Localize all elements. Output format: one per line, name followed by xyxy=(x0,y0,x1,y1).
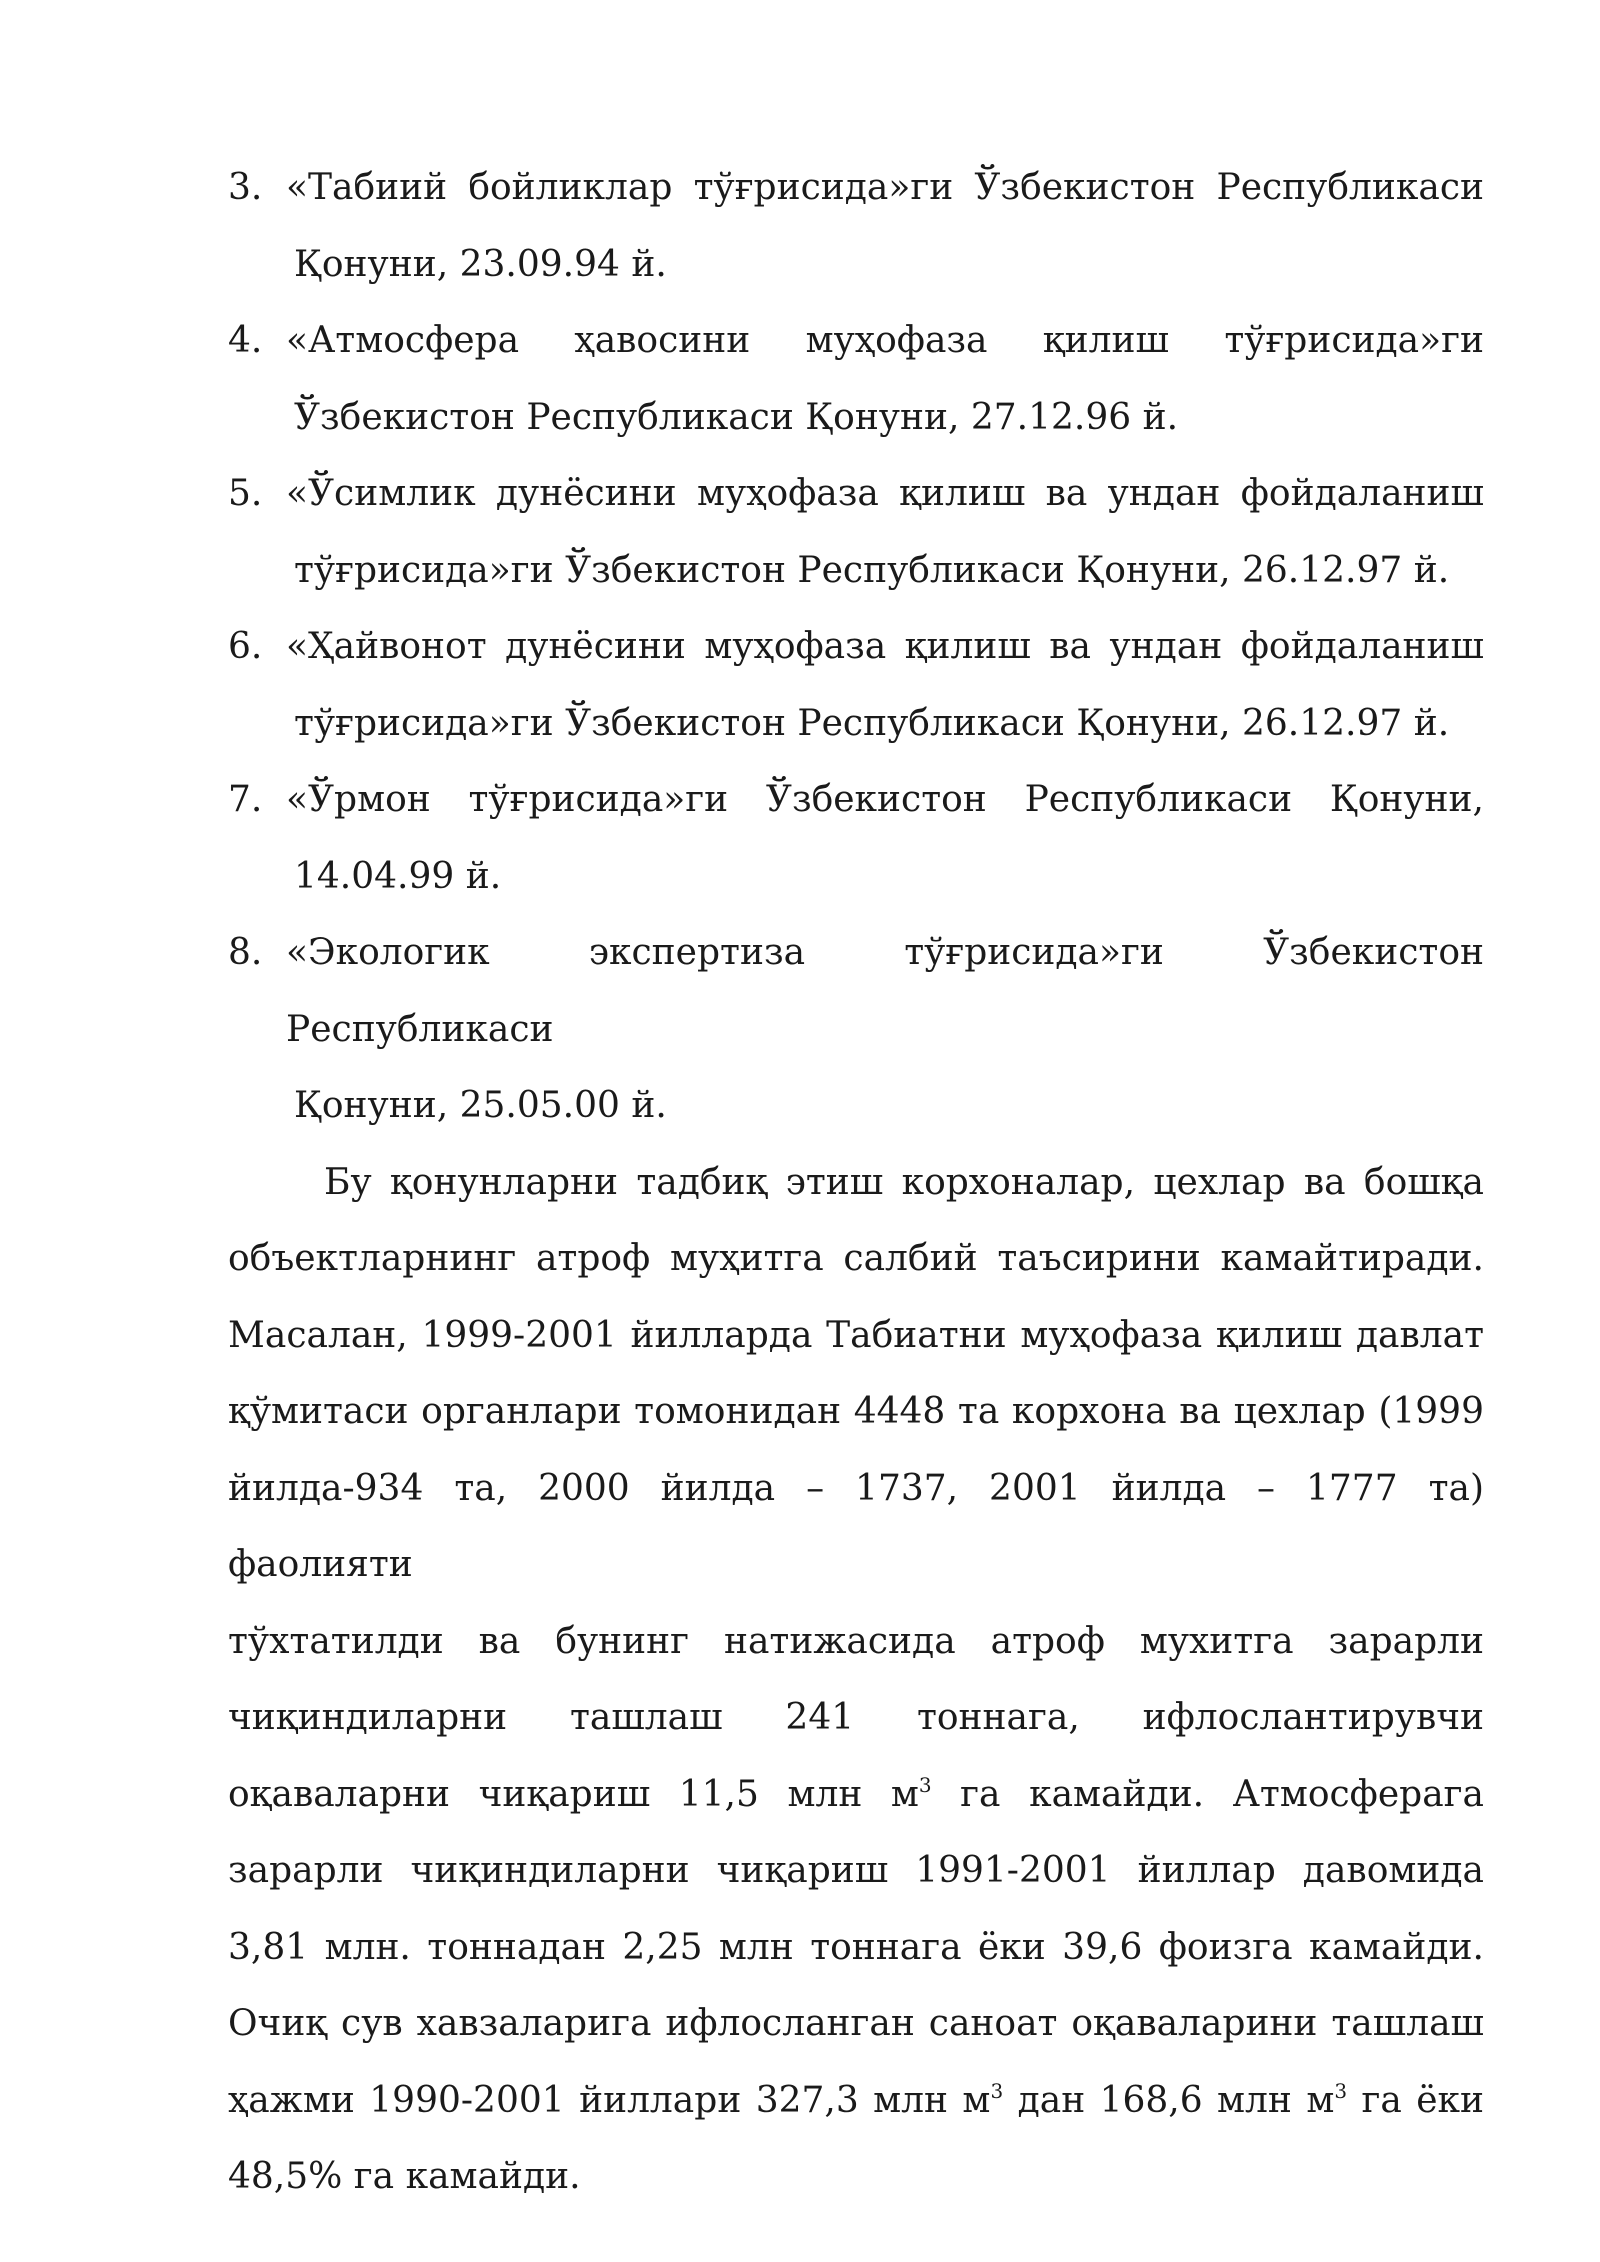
list-item-text: «Экологик экспертиза тўғрисида»ги Ўзбекистон Республикаси xyxy=(286,932,1484,1050)
list-item-text: «Ўрмон тўғрисида»ги Ўзбекистон Республикаси Қонуни, xyxy=(286,779,1484,820)
list-item-text: «Ҳайвонот дунёсини муҳофаза қилиш ва ундан фойдаланиш xyxy=(286,626,1484,667)
paragraph-line: 3,81 млн. тоннадан 2,25 млн тоннага ёки 39,6 фоизга камайди. xyxy=(228,1926,1484,1968)
list-item-text: «Ўсимлик дунёсини муҳофаза қилиш ва ундан фойдаланиш xyxy=(286,473,1484,514)
law-list xyxy=(228,150,1484,1145)
paragraph-text: ҳажми 1990-2001 йиллари 327,3 млн м xyxy=(228,2079,991,2121)
paragraph-text: дан 168,6 млн м xyxy=(1003,2079,1335,2121)
paragraph-text: га ёки xyxy=(1347,2079,1484,2121)
list-number: 8. xyxy=(228,932,263,973)
list-item-text-cont: Ўзбекистон Республикаси Қонуни, 27.12.96 й. xyxy=(294,396,1179,438)
paragraph-line: объектларнинг атроф муҳитга салбий таъсирини камайтиради. xyxy=(228,1238,1484,1279)
list-item-text: «Атмосфера ҳавосини муҳофаза қилиш тўғрисида»ги xyxy=(286,320,1484,361)
paragraph-line: қўмитаси органлари томонидан 4448 та корхона ва цехлар (1999 xyxy=(228,1391,1484,1432)
paragraph-line xyxy=(228,2063,1484,2140)
paragraph-line: Бу қонунларни тадбиқ этиш корхоналар, цехлар ва бошқа xyxy=(324,1161,1484,1203)
paragraph-text: оқаваларни чиқариш 11,5 млн м xyxy=(228,1773,919,1815)
list-item xyxy=(228,150,1484,303)
list-item xyxy=(228,303,1484,456)
list-number: 6. xyxy=(228,626,263,667)
list-item xyxy=(228,456,1484,609)
list-item-text-cont: Қонуни, 23.09.94 й. xyxy=(294,243,667,285)
superscript: 3 xyxy=(918,1772,932,1797)
list-number: 3. xyxy=(228,167,263,208)
paragraph-line: 48,5% га камайди. xyxy=(228,2156,581,2197)
list-number: 4. xyxy=(228,320,263,361)
paragraph-line: чиқиндиларни ташлаш 241 тоннага, ифлослантирувчи xyxy=(228,1697,1484,1738)
paragraph-line: зарарли чиқиндиларни чиқариш 1991-2001 йиллар давомида xyxy=(228,1850,1484,1891)
list-item-text: «Табиий бойликлар тўғрисида»ги Ўзбекистон Республикаси xyxy=(286,167,1484,208)
paragraph-line xyxy=(228,1757,1484,1834)
superscript: 3 xyxy=(990,2078,1004,2103)
list-item-text-cont: тўғрисида»ги Ўзбекистон Республикаси Қонуни, 26.12.97 й. xyxy=(294,549,1450,591)
document-page xyxy=(228,150,1484,2216)
paragraph-line: Масалан, 1999-2001 йилларда Табиатни муҳофаза қилиш давлат xyxy=(228,1314,1484,1356)
superscript: 3 xyxy=(1334,2078,1348,2103)
list-item-text-cont: 14.04.99 й. xyxy=(294,855,502,897)
list-item-text-cont: тўғрисида»ги Ўзбекистон Республикаси Қонуни, 26.12.97 й. xyxy=(294,702,1450,744)
list-item xyxy=(228,609,1484,762)
paragraph-text: га камайди. Атмосферага xyxy=(931,1773,1484,1815)
paragraph-line: Очиқ сув хавзаларига ифлосланган саноат оқаваларини ташлаш xyxy=(228,2003,1484,2044)
list-item xyxy=(228,762,1484,915)
paragraph-line: йилда-934 та, 2000 йилда – 1737, 2001 йилда – 1777 та) фаолияти xyxy=(228,1467,1484,1585)
list-item-text-cont: Қонуни, 25.05.00 й. xyxy=(294,1085,667,1126)
body-paragraph xyxy=(228,1145,1484,2216)
list-number: 5. xyxy=(228,473,263,514)
list-item xyxy=(228,915,1484,1145)
list-number: 7. xyxy=(228,779,263,820)
paragraph-line: тўхтатилди ва бунинг натижасида атроф мухитга зарарли xyxy=(228,1620,1484,1662)
